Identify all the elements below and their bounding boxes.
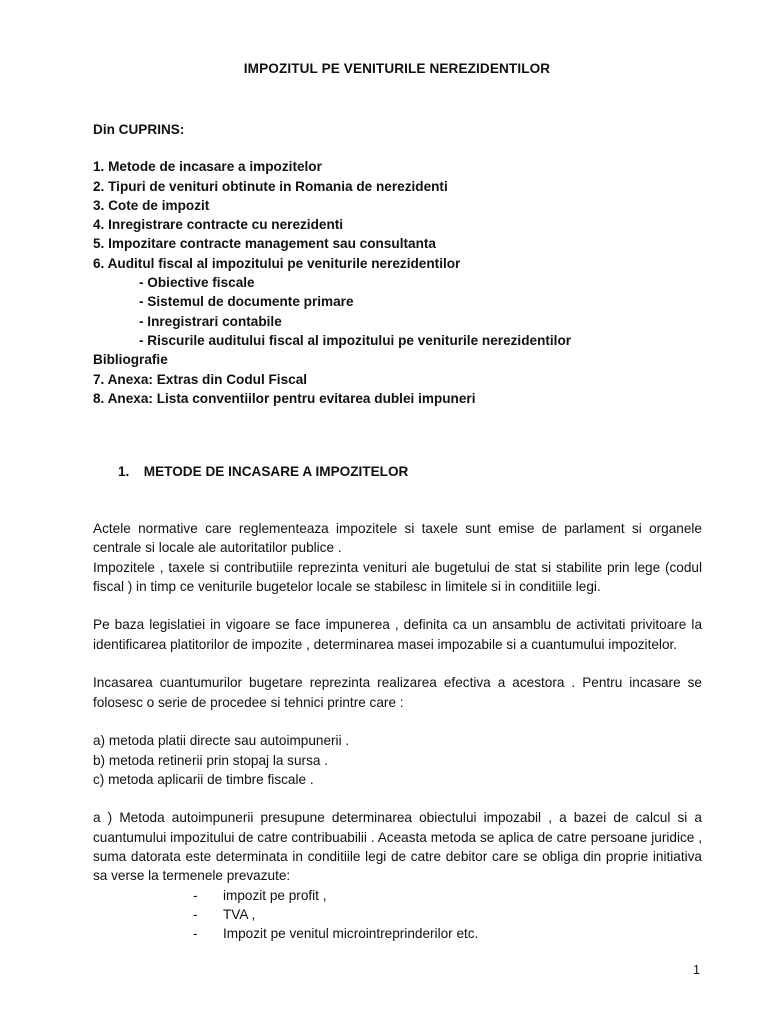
toc-item: 3. Cote de impozit <box>93 197 210 213</box>
tax-list <box>93 886 702 944</box>
page-number: 1 <box>693 963 700 977</box>
paragraph: Pe baza legislatiei in vigoare se face impunerea , definita ca un ansamblu de activitati privitoare la identificarea platitorilor de impozite , determinarea masei impozabile si a cuantumului impozitelor. <box>93 617 702 652</box>
document-title: IMPOZITUL PE VENITURILE NEREZIDENTILOR <box>243 61 551 76</box>
method-item: c) metoda aplicarii de timbre fiscale . <box>93 771 314 787</box>
method-item: a) metoda platii directe sau autoimpunerii . <box>93 733 350 749</box>
section-title: METODE DE INCASARE A IMPOZITELOR <box>143 464 409 479</box>
toc-item: 6. Auditul fiscal al impozitului pe veniturile nerezidentilor <box>93 255 461 271</box>
paragraph: a ) Metoda autoimpunerii presupune determinarea obiectului impozabil , a bazei de calcul si a cuantumului impozitului de catre contribuabilii . Aceasta metoda se aplica de catre persoane juridice , suma datorata este determinata in conditiile legi de catre debitor care se obliga din proprie initiativa sa verse la termenele prevazute: <box>93 810 702 884</box>
paragraph: Incasarea cuantumurilor bugetare reprezinta realizarea efectiva a acestora . Pentru incasare se folosesc o serie de procedee si tehnici printre care : <box>93 675 702 710</box>
toc-item: 2. Tipuri de venituri obtinute in Romania de nerezidenti <box>93 178 448 194</box>
paragraph: Impozitele , taxele si contributiile reprezinta venituri ale bugetului de stat si stabilite prin lege (codul fiscal ) in timp ce veniturile bugetelor locale se stabilesc in limitele si in conditiile legi. <box>93 559 702 594</box>
section-number: 1. <box>118 464 130 479</box>
toc-subitem: - Inregistrari contabile <box>139 313 282 329</box>
list-item-text: Impozit pe venitul microintreprinderilor etc. <box>223 926 479 942</box>
toc-bibliography: Bibliografie <box>93 352 168 368</box>
table-of-contents <box>93 120 713 408</box>
dash-bullet: - <box>193 926 198 942</box>
list-item <box>93 886 702 905</box>
list-item <box>93 905 702 924</box>
toc-item: 1. Metode de incasare a impozitelor <box>93 159 322 175</box>
section-heading <box>118 464 408 479</box>
method-item: b) metoda retinerii prin stopaj la sursa . <box>93 752 328 768</box>
section-body <box>93 519 702 944</box>
toc-subitem: - Riscurile auditului fiscal al impozitului pe veniturile nerezidentilor <box>139 332 572 348</box>
list-item-text: impozit pe profit , <box>223 887 327 903</box>
toc-item: 7. Anexa: Extras din Codul Fiscal <box>93 371 308 387</box>
toc-heading: Din CUPRINS: <box>93 122 185 137</box>
toc-subitem: - Obiective fiscale <box>139 275 255 291</box>
toc-item: 8. Anexa: Lista conventiilor pentru evitarea dublei impuneri <box>93 390 476 406</box>
dash-bullet: - <box>193 887 198 903</box>
list-item <box>93 924 702 943</box>
toc-item: 5. Impozitare contracte management sau consultanta <box>93 236 436 252</box>
dash-bullet: - <box>193 906 198 922</box>
list-item-text: TVA , <box>223 906 256 922</box>
paragraph: Actele normative care reglementeaza impozitele si taxele sunt emise de parlament si organele centrale si locale ale autoritatilor publice . <box>93 521 702 556</box>
toc-item: 4. Inregistrare contracte cu nerezidenti <box>93 217 344 233</box>
toc-subitem: - Sistemul de documente primare <box>139 294 354 310</box>
